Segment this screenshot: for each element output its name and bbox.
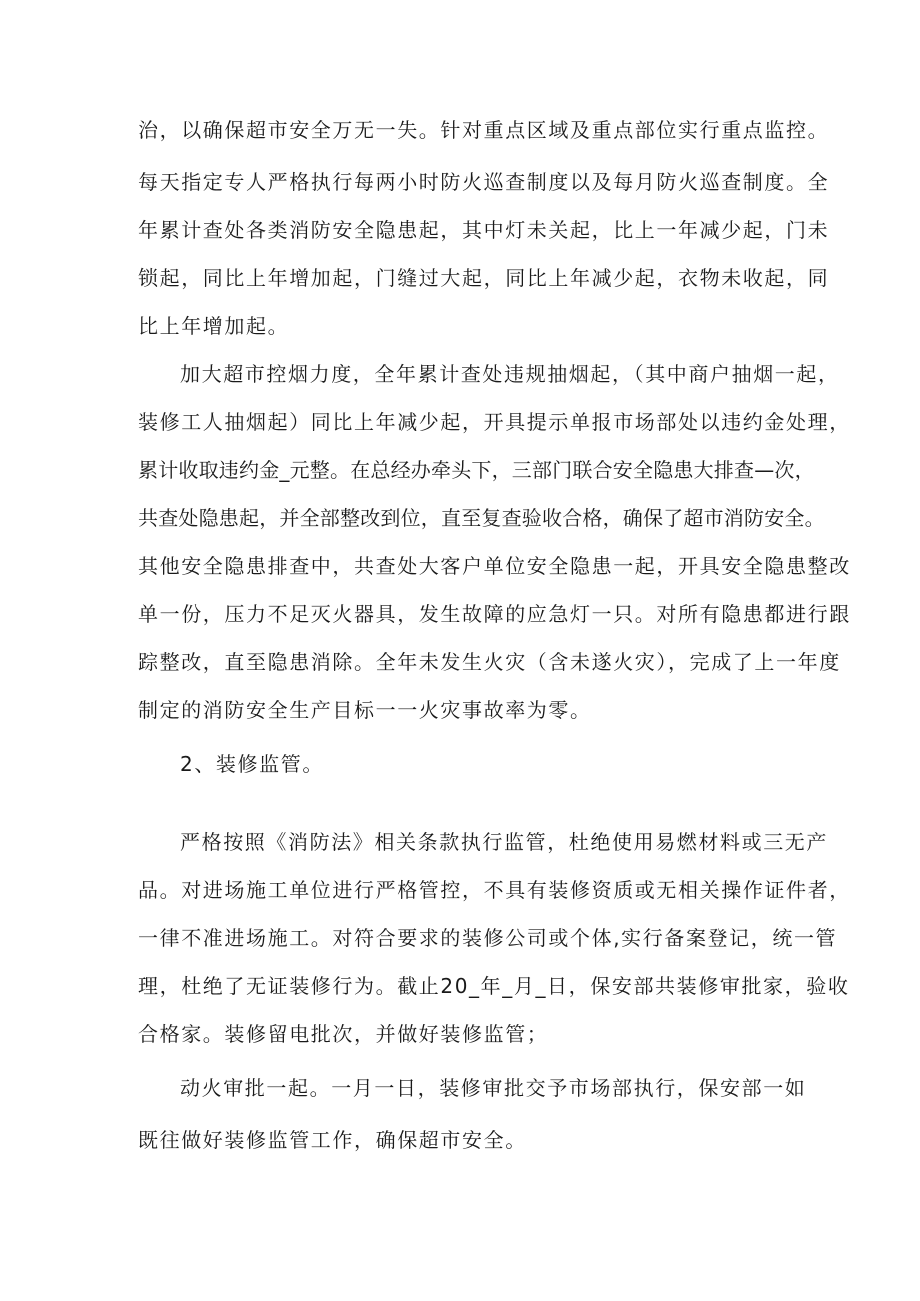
paragraph-3-line-1: 严格按照《消防法》相关条款执行监管，杜绝使用易燃材料或三无产 (180, 830, 828, 854)
paragraph-1-line-1: 治，以确保超市安全万无一失。针对重点区域及重点部位实行重点监控。 (138, 118, 830, 142)
paragraph-2-line-5: 其他安全隐患排查中，共查处大客户单位安全隐患一起，开具安全隐患整改 (138, 554, 851, 578)
paragraph-2-line-4: 共查处隐患起，并全部整改到位，直至复查验收合格，确保了超市消防安全。 (138, 506, 825, 530)
paragraph-1-line-3: 年累计查处各类消防安全隐患起，其中灯未关起，比上一年减少起，门未 (138, 218, 830, 242)
paragraph-2-line-3: 累计收取违约金_元整。在总经办牵头下，三部门联合安全隐患大排查—次， (138, 458, 815, 482)
paragraph-3-line-3: 一律不准进场施工。对符合要求的装修公司或个体,实行备案登记，统一管 (138, 926, 838, 950)
paragraph-1-line-5: 比上年增加起。 (138, 314, 290, 338)
paragraph-2-line-2: 装修工人抽烟起）同比上年减少起，开具提示单报市场部处以违约金处理， (138, 410, 851, 434)
paragraph-1-line-4: 锁起，同比上年增加起，门缝过大起，同比上年减少起，衣物未收起，同 (138, 266, 830, 290)
paragraph-2-line-8: 制定的消防安全生产目标一一火灾事故率为零。 (138, 698, 592, 722)
section-heading-2: 2、装修监管。 (180, 752, 324, 776)
paragraph-4-line-1: 动火审批一起。一月一日，装修审批交予市场部执行，保安部一如 (180, 1076, 807, 1100)
paragraph-4-line-2: 既往做好装修监管工作，确保超市安全。 (138, 1128, 527, 1152)
paragraph-3-line-4: 理，杜绝了无证装修行为。截止20_年_月_日，保安部共装修审批家，验收 (138, 974, 850, 998)
paragraph-2-line-1: 加大超市控烟力度，全年累计查处违规抽烟起，（其中商户抽烟一起， (180, 362, 840, 386)
paragraph-2-line-7: 踪整改，直至隐患消除。全年未发生火灾（含未遂火灾），完成了上一年度 (138, 650, 841, 674)
paragraph-3-line-5: 合格家。装修留电批次，并做好装修监管； (138, 1022, 549, 1046)
paragraph-1-line-2: 每天指定专人严格执行每两小时防火巡查制度以及每月防火巡查制度。全 (138, 170, 830, 194)
paragraph-3-line-2: 品。对进场施工单位进行严格管控，不具有装修资质或无相关操作证件者， (138, 878, 851, 902)
paragraph-2-line-6: 单一份，压力不足灭火器具，发生故障的应急灯一只。对所有隐患都进行跟 (138, 602, 851, 626)
